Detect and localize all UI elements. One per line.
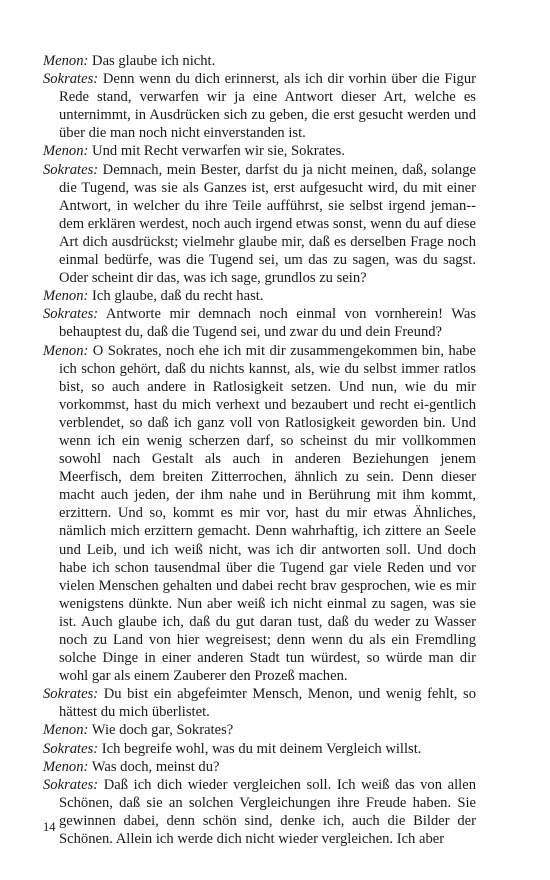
speaker-name: Sokrates: <box>43 161 99 178</box>
dialogue-text: Denn wenn du dich erinnerst, als ich dir vorhin über die Figur Rede stand, verwarfen wir ja eine Antwort dieser Art, welche es unternimmt, in Ausdrücken sich zu geben, die erst gesucht werden und über die man noch nicht einverstanden ist. <box>59 71 476 142</box>
speaker-name: Sokrates: <box>43 740 99 757</box>
speaker-name: Menon: <box>43 288 89 305</box>
dialogue-text: Du bist ein abgefeimter Mensch, Menon, und wenig fehlt, so hättest du mich überlistet. <box>59 686 476 721</box>
dialogue-entry <box>43 287 476 305</box>
dialogue-entry <box>43 776 476 848</box>
speaker-name: Menon: <box>43 722 89 739</box>
speaker-name: Sokrates: <box>43 686 99 703</box>
dialogue-text: Was doch, meinst du? <box>88 758 220 775</box>
dialogue-entry <box>43 740 476 758</box>
speaker-name: Sokrates: <box>43 306 99 323</box>
speaker-name: Sokrates: <box>43 776 99 793</box>
dialogue-text: Ich glaube, daß du recht hast. <box>88 288 264 305</box>
dialogue-entry <box>43 342 476 686</box>
speaker-name: Sokrates: <box>43 71 99 88</box>
dialogue-entry <box>43 721 476 739</box>
speaker-name: Menon: <box>43 758 89 775</box>
dialogue-entry <box>43 161 476 288</box>
dialogue-text: Demnach, mein Bester, darfst du ja nicht meinen, daß, solange die Tugend, was sie als Ganzes ist, erst aufgesucht wird, du mit einer Antwort, in welcher du ihre Teile aufführst, sie selbst irgend jeman-dem erklären werdest, noch auch irgend etwas sonst, wenn du auf diese Art dich ausdrückst; vielmehr glaube mir, daß es derselben Frage noch einmal bedürfe, was die Tugend sei, um das zu sagen, was du sagst. Oder scheint dir das, was ich sage, grundlos zu sein? <box>59 161 476 287</box>
dialogue-entry <box>43 70 476 142</box>
dialogue-text: Antworte mir demnach noch einmal von vornherein! Was behauptest du, daß die Tugend sei, und zwar du und dein Freund? <box>59 306 476 341</box>
page-number: 14 <box>43 820 56 834</box>
dialogue-entry <box>43 758 476 776</box>
speaker-name: Menon: <box>43 342 89 359</box>
speaker-name: Menon: <box>43 53 89 69</box>
dialogue-text: O Sokrates, noch ehe ich mit dir zusammengekommen bin, habe ich schon gehört, daß du nichts kannst, als, wie du selbst immer ratlos bist, so auch andere in Ratlosigkeit setzen. Und nun, wie du mir vorkommst, hast du mich verhext und bezaubert und recht ei-gentlich verblendet, so daß ich ganz voll von Ratlosigkeit geworden bin. Und wenn ich ein wenig scherzen darf, so scheinst du mir vollkommen sowohl nach Gestalt als auch in anderen Beziehungen jenem Meerfisch, dem breiten Zitterrochen, ähnlich zu sein. Denn dieser macht auch jeden, der ihm nahe und in Berührung mit ihm kommt, erzittern. Und so, kommt es mir vor, hast du mir etwas Ähnliches, nämlich mich erzittern gemacht. Denn wahrhaftig, ich zittere an Seele und Leib, und ich weiß nicht, was ich dir antworten soll. Und doch habe ich schon tausendmal über die Tugend gar viele Reden und vor vielen Menschen gehalten und dabei recht brav gesprochen, wie es mir wenigstens dünkte. Nun aber weiß ich nicht einmal zu sagen, was sie ist. Auch glaube ich, daß du gut daran tust, daß du weder zu Wasser noch zu Land von hier wegreisest; denn wenn du als ein Fremdling solche Dinge in einer anderen Stadt tun würdest, so würde man dir wohl gar als einem Zauberer den Prozeß machen. <box>59 342 476 685</box>
dialogue-text: Wie doch gar, Sokrates? <box>88 722 234 739</box>
dialogue-entry <box>43 685 476 721</box>
dialogue-text: Das glaube ich nicht. <box>88 53 216 69</box>
dialogue-text: Ich begreife wohl, was du mit deinem Vergleich willst. <box>98 740 422 757</box>
dialogue-text: Daß ich dich wieder vergleichen soll. Ich weiß das von allen Schönen, daß sie an solchen Vergleichungen ihre Freude haben. Sie gewinnen dabei, denn schön sind, denke ich, auch die Bilder der Schönen. Allein ich werde dich nicht wieder vergleichen. Ich aber <box>59 776 476 848</box>
dialogue-text: Und mit Recht verwarfen wir sie, Sokrates. <box>88 143 345 160</box>
dialogue-entry <box>43 52 476 70</box>
dialogue-entry <box>43 305 476 341</box>
dialogue-body <box>43 52 476 848</box>
dialogue-entry <box>43 142 476 160</box>
speaker-name: Menon: <box>43 143 89 160</box>
